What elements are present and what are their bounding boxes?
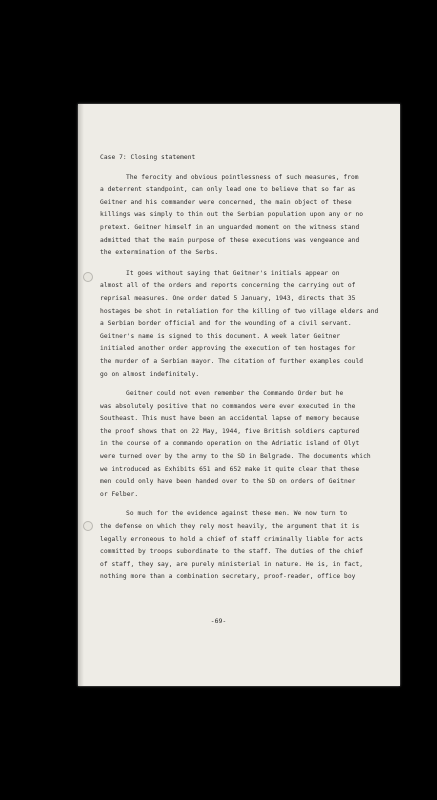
text-line: the extermination of the Serbs.	[100, 249, 219, 257]
text-line: almost all of the orders and reports concerning the carrying out of	[100, 282, 356, 290]
text-line: Geitner's name is signed to this document. A week later Geitner	[100, 332, 341, 340]
page-number: -69-	[210, 617, 227, 625]
text-line: of staff, they say, are purely ministerial in nature. He is, in fact,	[100, 560, 364, 568]
text-line: men could only have been handed over to the SD on orders of Geitner	[100, 478, 356, 486]
text-line: committed by troops subordinate to the staff. The duties of the chief	[100, 548, 364, 556]
text-line: hostages be shot in retaliation for the killing of two village elders and	[100, 307, 379, 315]
section-heading: Case 7: Closing statement	[100, 154, 196, 161]
text-line: Geitner could not even remember the Commando Order but he	[126, 390, 344, 398]
text-line: initialed another order approving the execution of ten hostages for	[100, 345, 356, 353]
text-line: a Serbian border official and for the wounding of a civil servant.	[100, 320, 352, 328]
text-line: a deterrent standpoint, can only lead one to believe that so far as	[100, 186, 356, 194]
text-line: the defense on which they rely most heavily, the argument that it is	[100, 523, 360, 531]
text-line: go on almost indefinitely.	[100, 370, 200, 378]
text-line: The ferocity and obvious pointlessness of such measures, from	[126, 173, 359, 181]
text-line: So much for the evidence against these men. We now turn to	[126, 510, 348, 518]
text-line: the proof shows that on 22 May, 1944, five British soldiers captured	[100, 427, 360, 435]
punch-hole	[83, 272, 93, 282]
text-line: reprisal measures. One order dated 5 January, 1943, directs that 35	[100, 294, 356, 302]
text-line: we introduced as Exhibits 651 and 652 make it quite clear that these	[100, 465, 360, 473]
page-edge-shadow	[78, 104, 84, 686]
punch-hole	[83, 521, 93, 531]
text-line: Southeast. This must have been an accidental lapse of memory because	[100, 415, 360, 423]
text-line: was absolutely positive that no commandos were ever executed in the	[100, 402, 356, 410]
text-line: admitted that the main purpose of these executions was vengeance and	[100, 236, 360, 244]
text-line: Geitner and his commander were concerned, the main object of these	[100, 198, 352, 206]
text-line: It goes without saying that Geitner's initials appear on	[126, 269, 340, 277]
document-body	[100, 152, 386, 584]
text-line: the murder of a Serbian mayor. The citation of further examples could	[100, 357, 364, 365]
text-line: pretext. Geitner himself in an unguarded moment on the witness stand	[100, 223, 360, 231]
text-line: in the course of a commando operation on the Adriatic island of Olyt	[100, 440, 360, 448]
text-line: killings was simply to thin out the Serbian population upon any or no	[100, 211, 364, 219]
text-line: or Felber.	[100, 490, 139, 498]
text-line: were turned over by the army to the SD in Belgrade. The documents which	[100, 453, 371, 461]
text-line: legally erroneous to hold a chief of staff criminally liable for acts	[100, 535, 364, 543]
text-line: nothing more than a combination secretary, proof-reader, office boy	[100, 573, 356, 581]
